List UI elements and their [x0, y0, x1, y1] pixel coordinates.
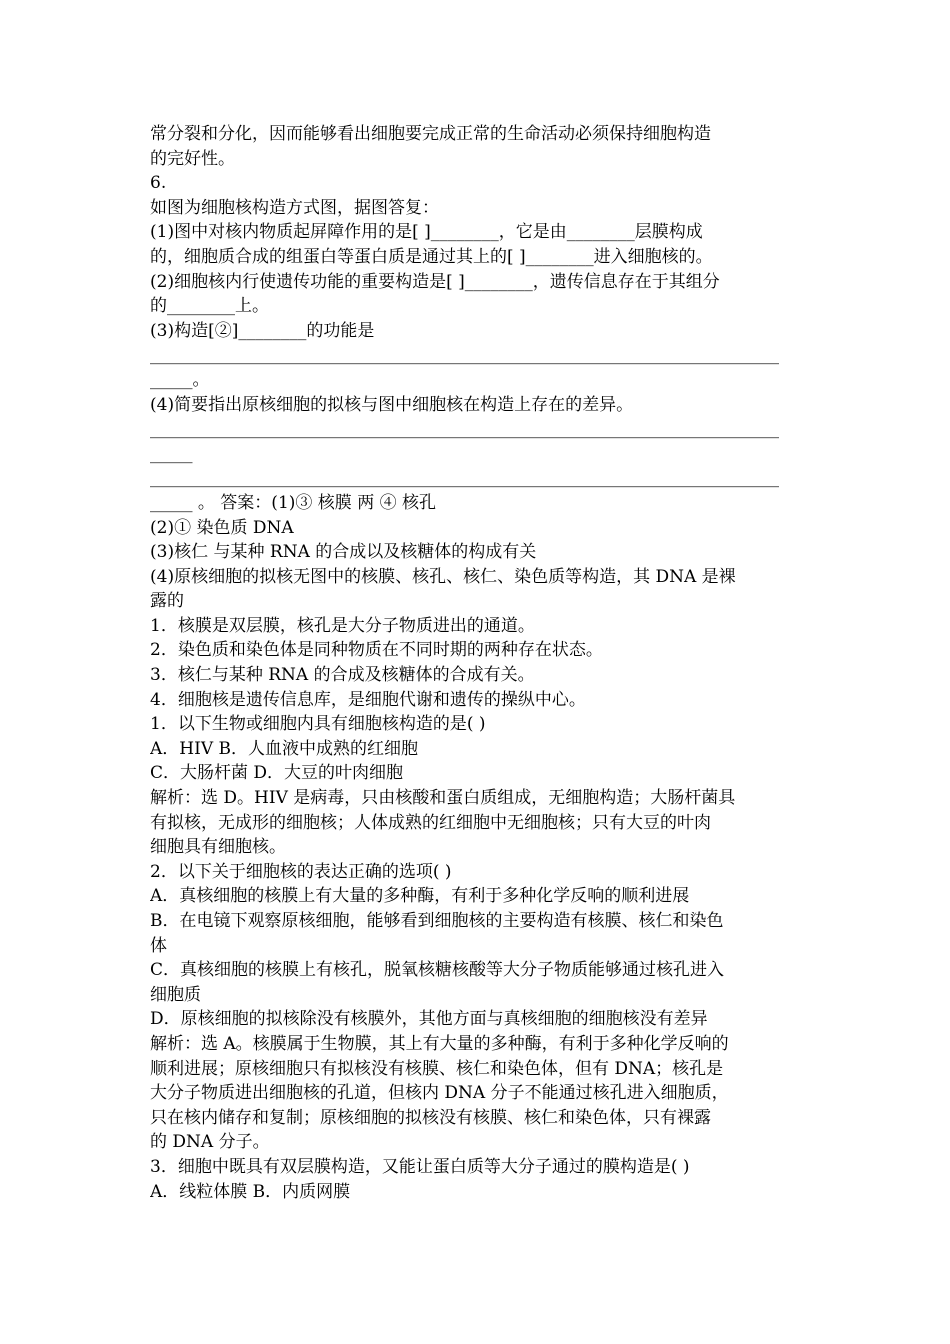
document-body [150, 122, 802, 1204]
question-line: 3．细胞中既具有双层膜构造，又能让蛋白质等大分子通过的膜构造是( ) [150, 1156, 690, 1177]
question-number: 6. [150, 173, 167, 194]
text-line: 的，细胞质合成的组蛋白等蛋白质是通过其上的[ ]________进入细胞核的。 [150, 246, 713, 267]
answer-blank-line: __________________________________________________________________________ [150, 468, 779, 489]
option-line: A．线粒体膜 B．内质网膜 [150, 1181, 351, 1202]
text-line: (1)图中对核内物质起屏障作用的是[ ]________，它是由________层膜构成 [150, 222, 703, 243]
text-line: _____。 [150, 369, 210, 390]
text-line: _____ [150, 443, 193, 464]
summary-point: 1．核膜是双层膜，核孔是大分子物质进出的通道。 [150, 615, 535, 636]
explanation-line: 大分子物质进出细胞核的孔道，但核内 DNA 分子不能通过核孔进入细胞质， [150, 1083, 729, 1104]
summary-point: 2．染色质和染色体是同种物质在不同时期的两种存在状态。 [150, 640, 603, 661]
option-line: C．大肠杆菌 D．大豆的叶肉细胞 [150, 763, 404, 784]
option-line: A．HIV B．人血液中成熟的红细胞 [150, 738, 418, 759]
text-line: 常分裂和分化，因而能够看出细胞要完成正常的生命活动必须保持细胞构造 [150, 124, 711, 144]
option-line: C．真核细胞的核膜上有核孔，脱氧核糖核酸等大分子物质能够通过核孔进入 [150, 960, 725, 981]
option-line: B．在电镜下观察原核细胞，能够看到细胞核的主要构造有核膜、核仁和染色 [150, 911, 724, 931]
answer-line: (2)① 染色质 DNA [150, 517, 294, 538]
summary-point: 4．细胞核是遗传信息库，是细胞代谢和遗传的操纵中心。 [150, 689, 586, 710]
text-line: 如图为细胞核构造方式图，据图答复： [150, 197, 439, 218]
explanation-line: 顺利进展；原核细胞只有拟核没有核膜、核仁和染色体，但有 DNA；核孔是 [150, 1058, 724, 1079]
summary-point: 3．核仁与某种 RNA 的合成及核糖体的合成有关。 [150, 665, 535, 686]
answer-line: (4)原核细胞的拟核无图中的核膜、核孔、核仁、染色质等构造，其 DNA 是裸 [150, 566, 736, 587]
option-line: A．真核细胞的核膜上有大量的多种酶，有利于多种化学反响的顺利进展 [150, 886, 690, 907]
explanation-line: 的 DNA 分子。 [150, 1132, 270, 1153]
explanation-line: 只在核内储存和复制；原核细胞的拟核没有核膜、核仁和染色体，只有裸露 [150, 1107, 711, 1128]
text-line: (3)构造[②]________的功能是 [150, 320, 375, 341]
explanation-line: 细胞具有细胞核。 [150, 837, 286, 858]
text-line: (2)细胞核内行使遗传功能的重要构造是[ ]________，遗传信息存在于其组分 [150, 271, 720, 292]
option-line: D．原核细胞的拟核除没有核膜外，其他方面与真核细胞的细胞核没有差异 [150, 1009, 708, 1030]
text-line: (4)简要指出原核细胞的拟核与图中细胞核在构造上存在的差异。 [150, 394, 634, 415]
question-line: 1．以下生物或细胞内具有细胞核构造的是( ) [150, 714, 486, 735]
explanation-line: 解析：选 D。HIV 是病毒，只由核酸和蛋白质组成，无细胞构造；大肠杆菌具 [150, 788, 736, 809]
answer-blank-line: __________________________________________________________________________ [150, 345, 779, 366]
text-line: 的完好性。 [150, 148, 235, 169]
option-line: 体 [150, 935, 167, 956]
explanation-line: 有拟核，无成形的细胞核；人体成熟的红细胞中无细胞核；只有大豆的叶肉 [150, 812, 711, 833]
text-line: 的________上。 [150, 296, 269, 317]
question-line: 2．以下关于细胞核的表达正确的选项( ) [150, 861, 452, 882]
answer-line: (3)核仁 与某种 RNA 的合成以及核糖体的构成有关 [150, 542, 537, 563]
answer-line: _____ 。 答案：(1)③ 核膜 两 ④ 核孔 [150, 492, 437, 513]
explanation-line: 解析：选 A。核膜属于生物膜，其上有大量的多种酶，有利于多种化学反响的 [150, 1033, 729, 1054]
option-line: 细胞质 [150, 984, 201, 1005]
answer-line: 露的 [150, 591, 184, 612]
answer-blank-line: __________________________________________________________________________ [150, 419, 779, 440]
